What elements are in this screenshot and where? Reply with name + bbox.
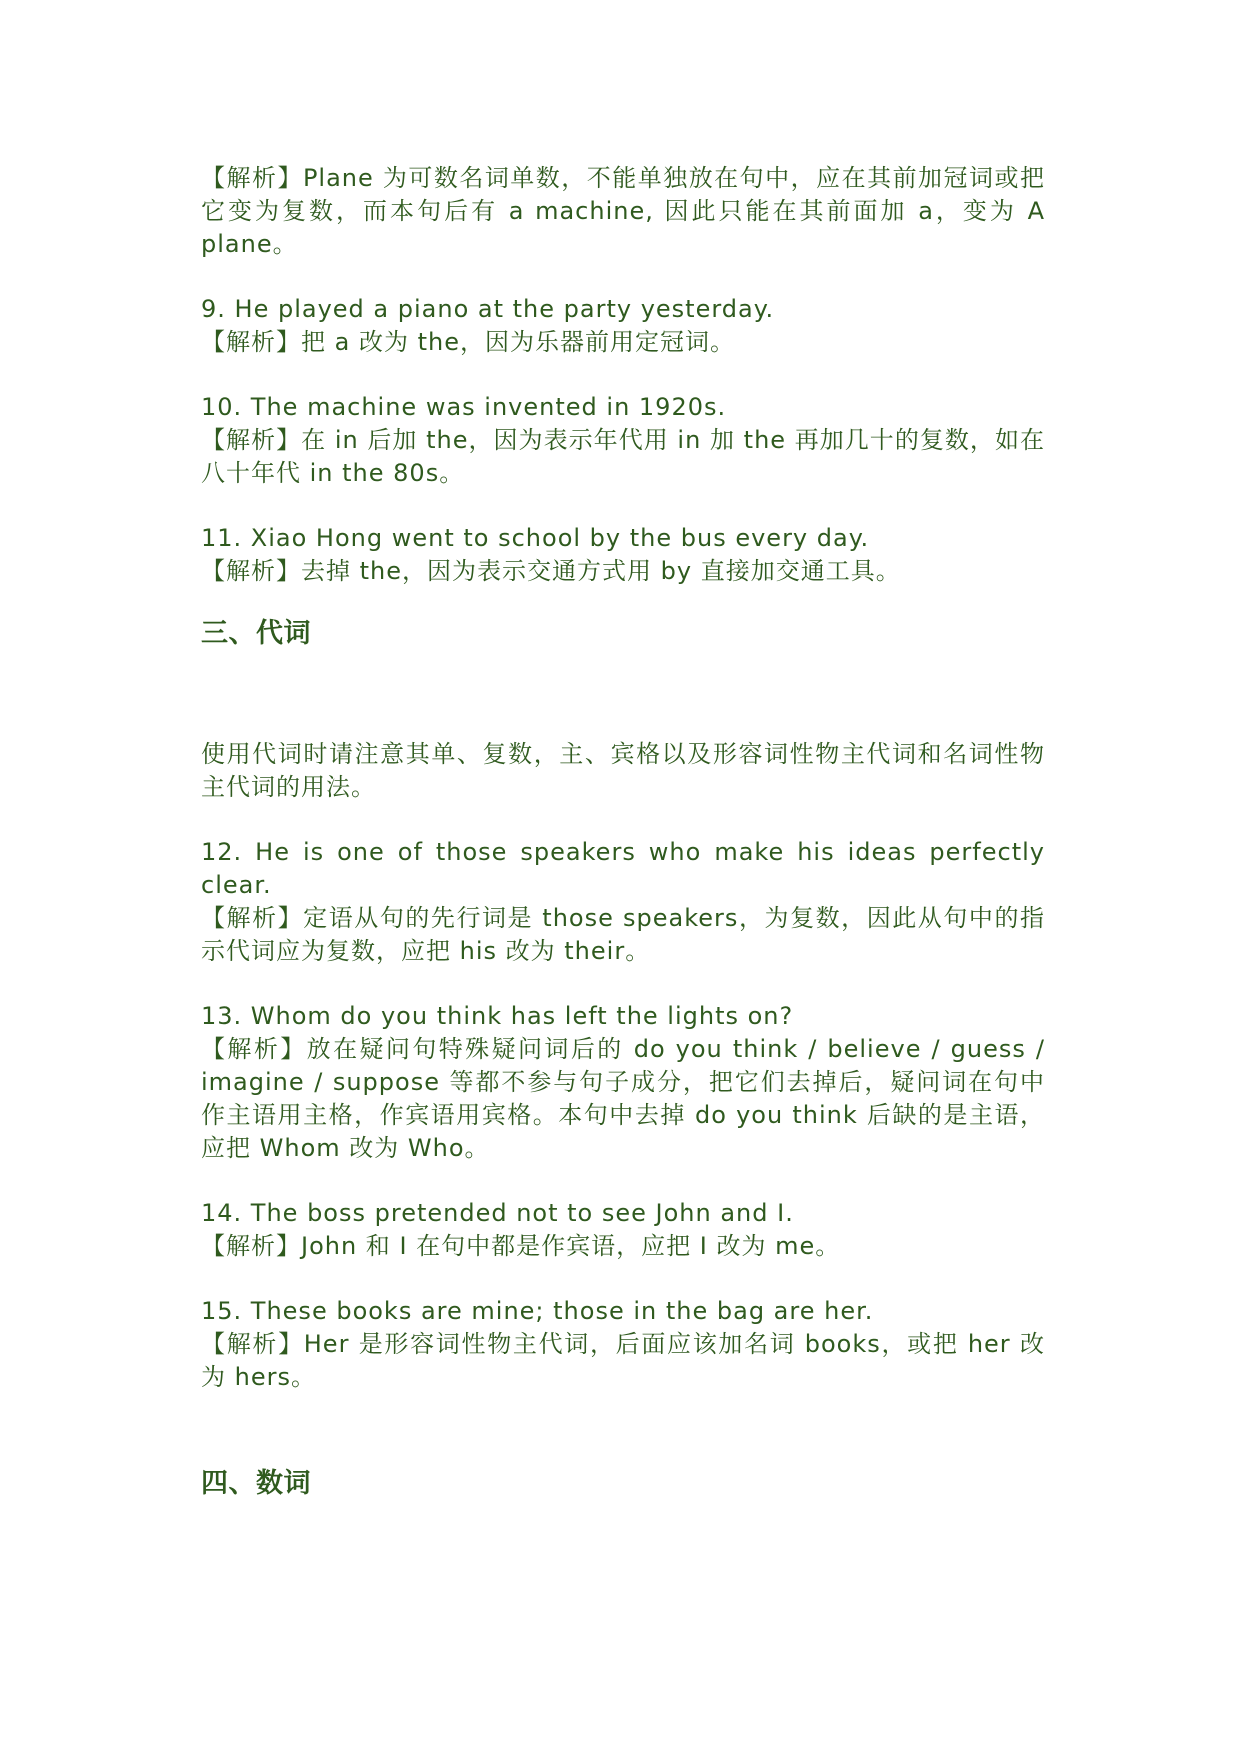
question-9: 9. He played a piano at the party yesterday.: [201, 295, 775, 323]
section-heading-pronouns: 三、代词: [201, 618, 311, 649]
question-15: 15. These books are mine; those in the bag are her.: [201, 1297, 874, 1325]
section-intro-pronouns: 使用代词时请注意其单、复数，主、宾格以及形容词性物主代词和名词性物主代词的用法。: [201, 740, 1045, 801]
question-13: 13. Whom do you think has left the lights on?: [201, 1002, 794, 1030]
explanation-10: 【解析】在 in 后加 the，因为表示年代用 in 加 the 再加几十的复数，如在八十年代 in the 80s。: [201, 426, 1045, 487]
explanation-8: 【解析】Plane 为可数名词单数，不能单独放在句中，应在其前加冠词或把它变为复数，而本句后有 a machine, 因此只能在其前面加 a，变为 A plane。: [201, 164, 1045, 258]
question-10: 10. The machine was invented in 1920s.: [201, 393, 727, 421]
question-11: 11. Xiao Hong went to school by the bus every day.: [201, 524, 870, 552]
section-heading-numerals: 四、数词: [201, 1468, 311, 1499]
explanation-15: 【解析】Her 是形容词性物主代词，后面应该加名词 books，或把 her 改为 hers。: [201, 1330, 1045, 1391]
explanation-14: 【解析】John 和 I 在句中都是作宾语，应把 I 改为 me。: [201, 1232, 841, 1260]
document-body: [201, 162, 1045, 1504]
explanation-13: 【解析】放在疑问句特殊疑问词后的 do you think / believe / guess / imagine / suppose 等都不参与句子成分，把它们去掉后，疑问词在句中作主语用主格，作宾语用宾格。本句中去掉 do you think 后缺的是主语，应把 Whom 改为 Who。: [201, 1035, 1045, 1162]
explanation-11: 【解析】去掉 the，因为表示交通方式用 by 直接加交通工具。: [201, 557, 901, 585]
explanation-12: 【解析】定语从句的先行词是 those speakers，为复数，因此从句中的指示代词应为复数，应把 his 改为 their。: [201, 904, 1045, 965]
question-14: 14. The boss pretended not to see John and I.: [201, 1199, 794, 1227]
question-12: 12. He is one of those speakers who make his ideas perfectly clear.: [201, 838, 1045, 899]
explanation-9: 【解析】把 a 改为 the，因为乐器前用定冠词。: [201, 328, 735, 356]
